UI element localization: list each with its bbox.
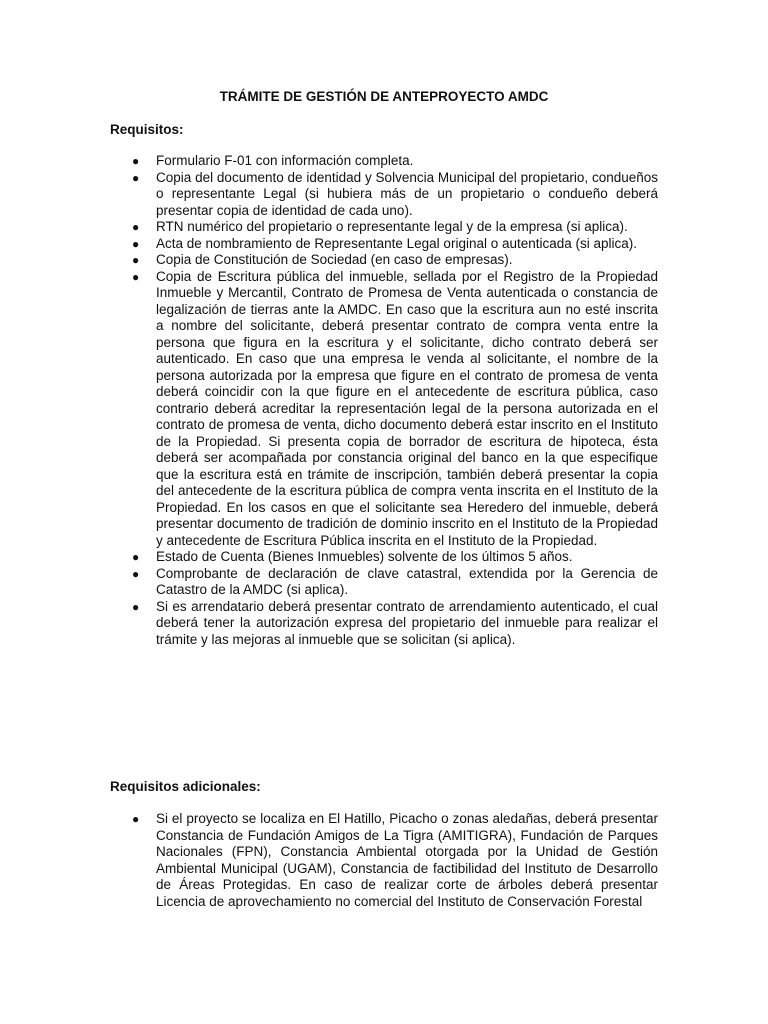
requirement-item [110,599,658,649]
requirement-item [110,566,658,599]
requirement-text: Acta de nombramiento de Representante Legal original o autenticada (si aplica). [156,235,638,251]
bullet-icon: ● [132,566,140,581]
requirement-text: Formulario F-01 con información completa. [156,153,414,168]
bullet-icon: ● [132,599,140,614]
bullet-icon: ● [132,253,140,267]
requirement-text: RTN numérico del propietario o representante legal y de la empresa (si aplica). [156,219,628,234]
requirement-item [110,269,658,550]
requirement-text: Si es arrendatario deberá presentar contrato de arrendamiento autenticado, el cual deberá tener la autorización expresa del propietario del inmueble para realizar el trámite y las mejoras al inmueble que se solicitan (si aplica). [156,598,658,647]
requirement-text: Estado de Cuenta (Bienes Inmuebles) solvente de los últimos 5 años. [156,549,573,564]
additional-requirement-text: Si el proyecto se localiza en El Hatillo, Picacho o zonas aledañas, deberá presentar Constancia de Fundación Amigos de La Tigra (AMITIGRA), Fundación de Parques Nacionales (FPN), Constancia Ambiental otorgada por la Unidad de Gestión Ambiental Municipal (UGAM), Constancia de factibilidad del Instituto de Desarrollo de Áreas Protegidas. En caso de realizar corte de árboles deberá presentar Licencia de aprovechamiento no comercial del Instituto de Conservación Forestal [156,811,658,909]
requirement-item [110,170,658,220]
requirement-item [110,252,658,269]
requirement-text: Copia de Constitución de Sociedad (en caso de empresas). [156,252,513,267]
bullet-icon: ● [132,269,140,284]
additional-requirements-heading: Requisitos adicionales: [110,779,261,794]
bullet-icon: ● [132,170,140,185]
additional-requirement-item [110,811,658,910]
requirement-item [110,549,658,566]
bullet-icon: ● [132,550,140,564]
requirement-item [110,219,658,236]
additional-requirements-list [110,811,658,910]
requirements-list [110,153,658,648]
requirement-text: Comprobante de declaración de clave catastral, extendida por la Gerencia de Catastro de la AMDC (si aplica). [156,565,658,597]
requirement-item [110,236,658,253]
bullet-icon: ● [132,220,140,234]
bullet-icon: ● [132,812,140,826]
requirements-heading: Requisitos: [110,122,184,137]
bullet-icon: ● [132,236,140,251]
bullet-icon: ● [132,154,140,168]
requirement-item [110,153,658,170]
document-title: TRÁMITE DE GESTIÓN DE ANTEPROYECTO AMDC [219,89,549,104]
requirement-text: Copia de Escritura pública del inmueble, sellada por el Registro de la Propiedad Inmueble y Mercantil, Contrato de Promesa de Venta autenticada o constancia de legalización de tierras ante la AMDC. En caso que la escritura aun no esté inscrita a nombre del solicitante, deberá presentar contrato de compra venta entre la persona que figura en la escritura y el solicitante, dicho contrato deberá ser autenticado. En caso que una empresa le venda al solicitante, el nombre de la persona autorizada por la empresa que figure en el contrato de promesa de venta deberá coincidir con la que figure en el antecedente de escritura pública, caso contrario deberá acreditar la representación legal de la persona autorizada en el contrato de promesa de venta, dicho documento deberá estar inscrito en el Instituto de la Propiedad. Si presenta copia de borrador de escritura de hipoteca, ésta deberá ser acompañada por constancia original del banco en la que especifique que la escritura está en trámite de inscripción, también deberá presentar la copia del antecedente de la escritura pública de compra venta inscrita en el Instituto de la Propiedad. En los casos en que el solicitante sea Heredero del inmueble, deberá presentar documento de tradición de dominio inscrito en el Instituto de la Propiedad y antecedente de Escritura Pública inscrita en el Instituto de la Propiedad. [156,268,658,548]
requirement-text: Copia del documento de identidad y Solvencia Municipal del propietario, condueños o representante Legal (si hubiera más de un propietario o condueño deberá presentar copia de identidad de cada uno). [156,169,658,218]
